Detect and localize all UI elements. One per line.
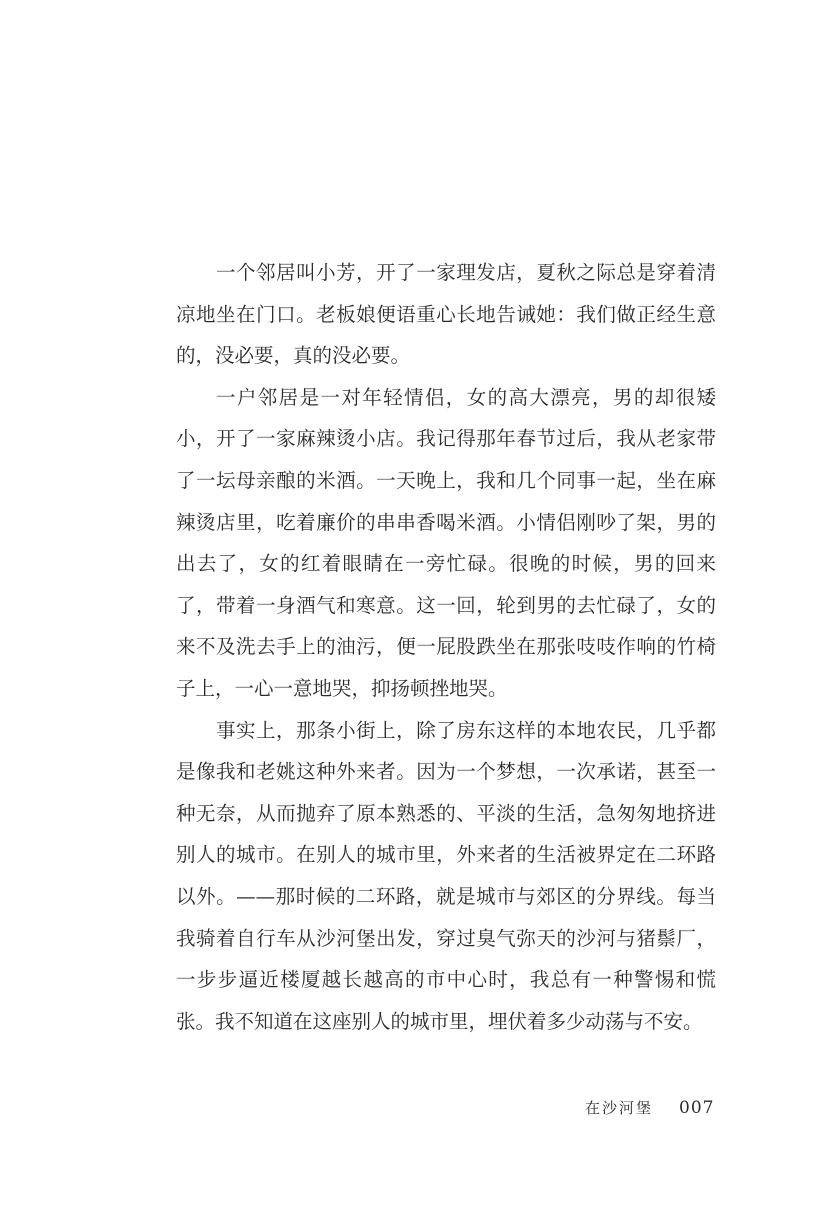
paragraph-2 — [176, 377, 716, 710]
text-line: 一步步逼近楼厦越长越高的市中心时，我总有一种警惕和慌 — [176, 968, 716, 992]
text-line: 一个邻居叫小芳，开了一家理发店，夏秋之际总是穿着清 — [216, 261, 716, 284]
text-line: 子上，一心一意地哭，抑扬顿挫地哭。 — [176, 676, 508, 700]
text-line: 出去了，女的红着眼睛在一旁忙碌。很晚的时候，男的回来 — [176, 552, 716, 576]
text-line: 以外。——那时候的二环路，就是城市与郊区的分界线。每当 — [176, 884, 716, 908]
text-line: 小，开了一家麻辣烫小店。我记得那年春节过后，我从老家带 — [176, 427, 716, 451]
text-line: 辣烫店里，吃着廉价的串串香喝米酒。小情侣刚吵了架，男的 — [176, 510, 716, 534]
text-line: 种无奈，从而抛弃了原本熟悉的、平淡的生活，急匆匆地挤进 — [176, 801, 716, 825]
text-line: 一户邻居是一对年轻情侣，女的高大漂亮，男的却很矮 — [216, 385, 716, 409]
running-title: 在沙河堡 — [585, 1099, 654, 1117]
paragraph-1 — [176, 252, 716, 377]
text-line: 别人的城市。在别人的城市里，外来者的生活被界定在二环路 — [176, 843, 716, 867]
text-line: 张。我不知道在这座别人的城市里，埋伏着多少动荡与不安。 — [176, 1009, 703, 1033]
text-line: 的，没必要，真的没必要。 — [176, 344, 411, 368]
text-line: 我骑着自行车从沙河堡出发，穿过臭气弥天的沙河与猪鬃厂， — [176, 926, 716, 950]
page-footer — [0, 1093, 839, 1123]
paragraph-3 — [176, 710, 716, 1043]
text-line: 凉地坐在门口。老板娘便语重心长地告诫她：我们做正经生意 — [176, 302, 716, 326]
body-text — [176, 252, 716, 1042]
text-line: 了一坛母亲酿的米酒。一天晚上，我和几个同事一起，坐在麻 — [176, 468, 716, 492]
text-line: 了，带着一身酒气和寒意。这一回，轮到男的去忙碌了，女的 — [176, 593, 716, 617]
page-number: 007 — [679, 1098, 715, 1118]
text-line: 是像我和老姚这种外来者。因为一个梦想，一次承诺，甚至一 — [176, 760, 716, 784]
text-line: 事实上，那条小街上，除了房东这样的本地农民，几乎都 — [216, 718, 716, 742]
text-line: 来不及洗去手上的油污，便一屁股跌坐在那张吱吱作响的竹椅 — [176, 635, 716, 659]
